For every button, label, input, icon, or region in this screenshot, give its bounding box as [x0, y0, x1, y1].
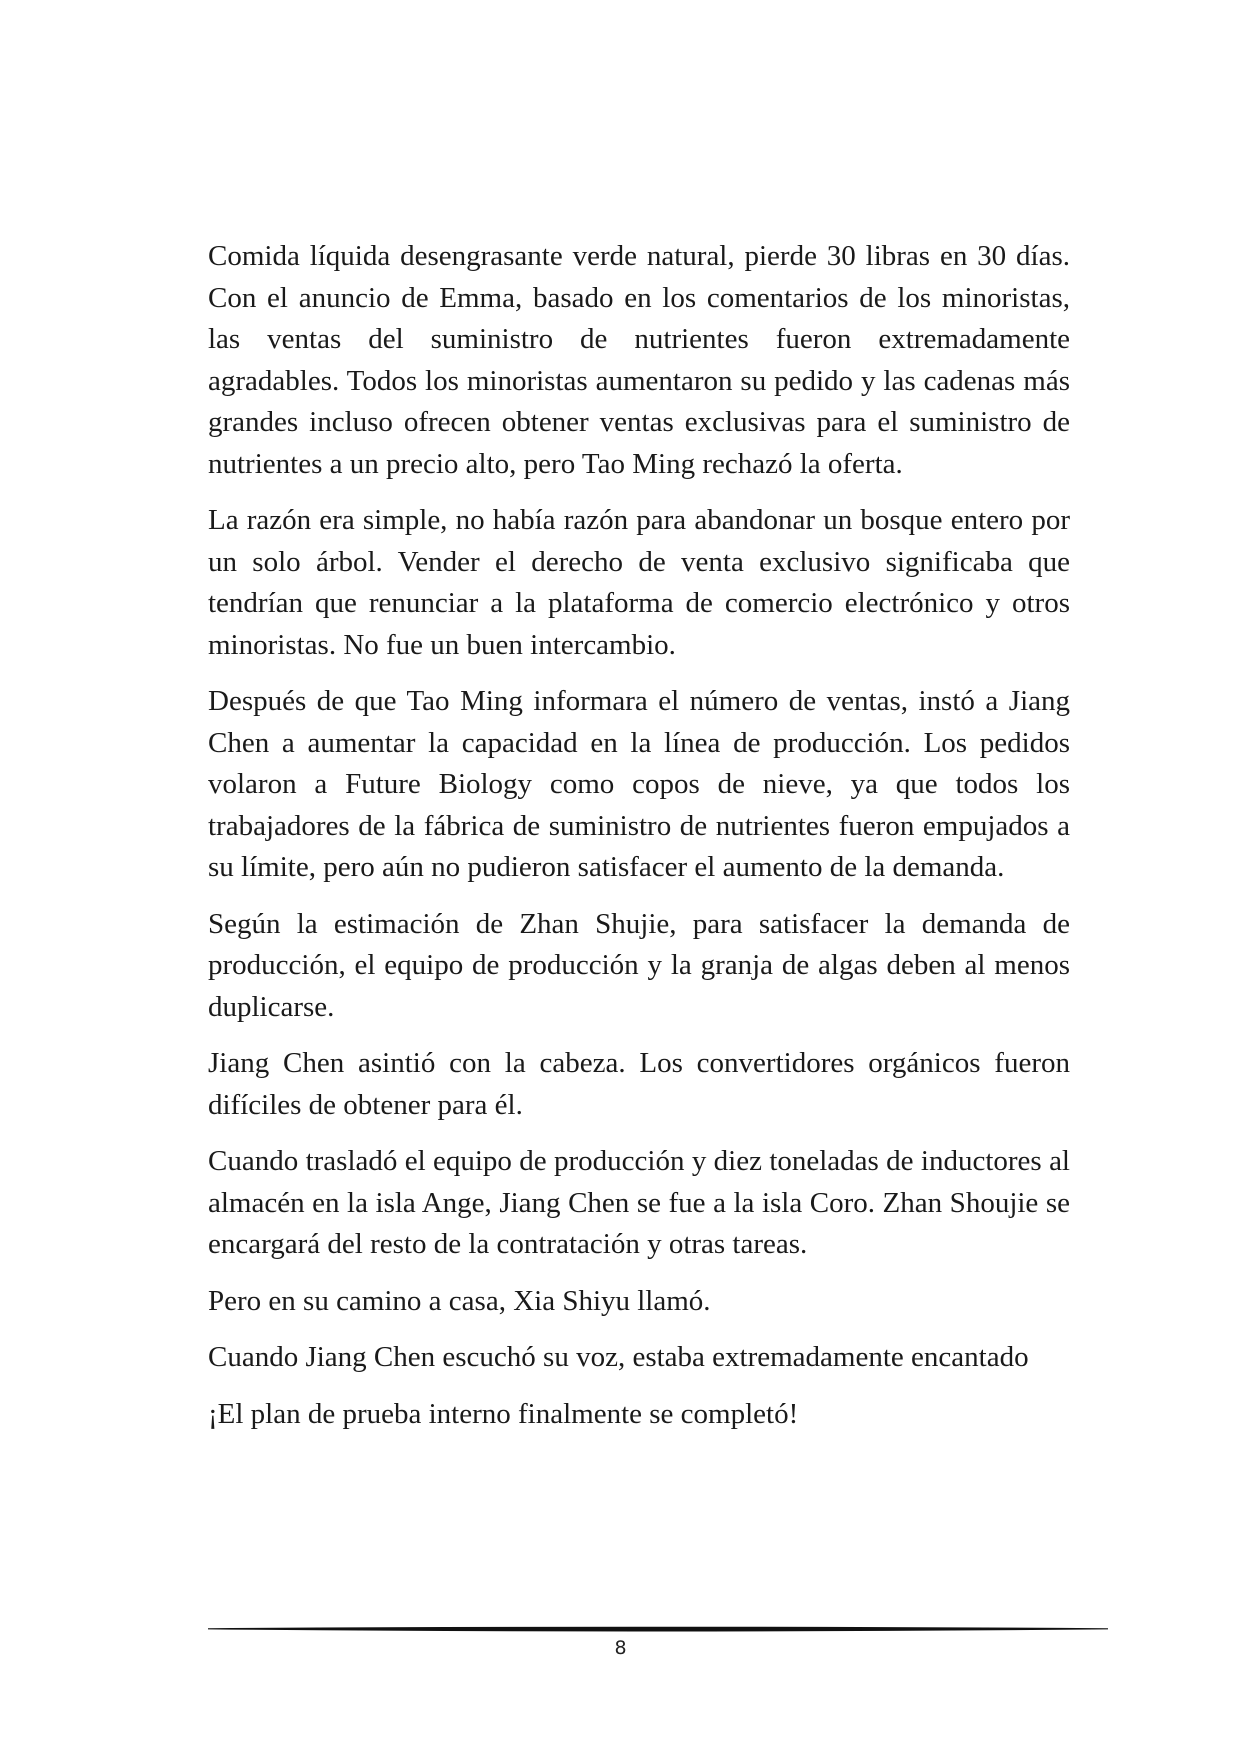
paragraph-8: Cuando Jiang Chen escuchó su voz, estaba extremadamente encantado — [208, 1341, 1029, 1373]
paragraph-2: La razón era simple, no había razón para abandonar un bosque entero por un solo árbol. Vender el derecho de venta exclusivo significaba que tendrían que renunciar a la plataforma de comercio electrónico y otros minoristas. No fue un buen intercambio. — [208, 504, 1070, 661]
paragraph-3: Después de que Tao Ming informara el número de ventas, instó a Jiang Chen a aumentar la capacidad en la línea de producción. Los pedidos volaron a Future Biology como copos de nieve, ya que todos los trabajadores de la fábrica de suministro de nutrientes fueron empujados a su límite, pero aún no pudieron satisfacer el aumento de la demanda. — [208, 685, 1070, 883]
body-text — [208, 236, 1070, 1450]
paragraph-1: Comida líquida desengrasante verde natural, pierde 30 libras en 30 días. Con el anuncio de Emma, basado en los comentarios de los minoristas, las ventas del suministro de nutrientes fueron extremadamente agradables. Todos los minoristas aumentaron su pedido y las cadenas más grandes incluso ofrecen obtener ventas exclusivas para el suministro de nutrientes a un precio alto, pero Tao Ming rechazó la oferta. — [208, 240, 1070, 480]
footer-divider — [208, 1622, 1108, 1636]
paragraph-5: Jiang Chen asintió con la cabeza. Los convertidores orgánicos fueron difíciles de obtener para él. — [208, 1047, 1070, 1121]
page-number: 8 — [614, 1637, 627, 1659]
paragraph-9: ¡El plan de prueba interno finalmente se completó! — [208, 1397, 799, 1430]
paragraph-7: Pero en su camino a casa, Xia Shiyu llamó. — [208, 1284, 711, 1317]
paragraph-4: Según la estimación de Zhan Shujie, para satisfacer la demanda de producción, el equipo de producción y la granja de algas deben al menos duplicarse. — [208, 907, 1070, 1023]
paragraph-6: Cuando trasladó el equipo de producción y diez toneladas de inductores al almacén en la isla Ange, Jiang Chen se fue a la isla Coro. Zhan Shoujie se encargará del resto de la contratación y otras tareas. — [208, 1145, 1070, 1260]
